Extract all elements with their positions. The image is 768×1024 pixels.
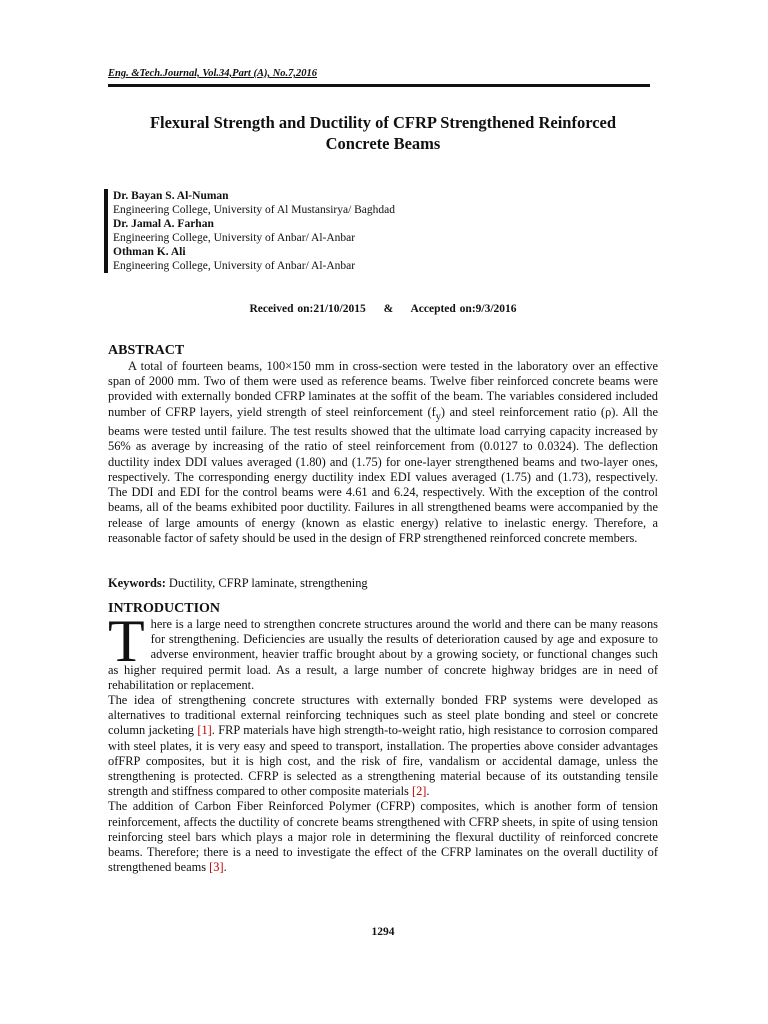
abstract-text-part1: A total of fourteen beams, 100×150 mm in cross-section were tested in the laboratory over an effective span of 2000 mm. Two of them were used as reference beams. Twelve fiber reinforced concrete beams were provided with externally bonded CFRP laminates at the soffit of the beam. The variables considered included number of CFRP layers, yield strength of steel reinforcement (f [108, 359, 658, 419]
title-line-1: Flexural Strength and Ductility of CFRP Strengthened Reinforced [149, 113, 617, 132]
introduction-heading: INTRODUCTION [108, 601, 221, 616]
intro-paragraph-2-text-b: . FRP materials have high strength-to-weight ratio, high resistance to corrosion compared with steel plates, it is very easy and speed to transport, installation. The properties above consider advantages ofFRP composites, but it is high cost, and the risk of fire, vandalism or accidental damage, unless the strengthening is protected. CFRP is selected as a strengthening material because of its outstanding tensile strength and stiffness compared to other composite materials [108, 723, 658, 799]
paper-title [108, 112, 658, 154]
abstract-subscript: y [435, 411, 441, 423]
dates-separator: & [383, 303, 394, 315]
author-block [104, 189, 395, 273]
keywords-label: Keywords: [108, 576, 166, 590]
intro-paragraph-1-text: here is a large need to strengthen concrete structures around the world and there can be many reasons for strengthening. Deficiencies are usually the results of deterioration caused by age and exposure to adverse environment, heavier traffic brought about by a growing society, or functional changes such as higher required permit load. As a result, a large number of concrete highway bridges are in need of rehabilitation or replacement. [108, 617, 658, 692]
citation-link[interactable]: [1] [197, 723, 212, 738]
intro-paragraph-3-text-b: . [223, 860, 227, 875]
author-name: Dr. Bayan S. Al-Numan [113, 190, 229, 202]
author-affiliation: Engineering College, University of Anbar/ Al-Anbar [113, 232, 356, 244]
journal-header: Eng. &Tech.Journal, Vol.34,Part (A), No.7,2016 [108, 68, 318, 79]
intro-paragraph-3 [108, 799, 658, 875]
author-name: Dr. Jamal A. Farhan [113, 218, 214, 230]
submission-dates [108, 303, 658, 315]
keywords-list: Ductility, CFRP laminate, strengthening [165, 576, 368, 590]
intro-paragraph-3-text-a: The addition of Carbon Fiber Reinforced Polymer (CFRP) composites, which is another form of tension reinforcement, affects the ductility of concrete beams strengthened with CFRP sheets, in spite of using tension reinforcing steel bars which plays a major role in determining the flexural ductility of reinforced concrete beams. Therefore; there is a need to investigate the effect of the CFRP laminates on the overall ductility of strengthened beams [108, 799, 658, 875]
title-line-2: Concrete Beams [325, 134, 441, 153]
drop-cap: T [108, 608, 145, 674]
abstract-text [108, 359, 658, 546]
abstract-text-part2: ) and steel reinforcement ratio (ρ). All the beams were tested until failure. The test results showed that the ultimate load carrying capacity increased by 56% as average by increasing of the ratio of steel reinforcement from (0.0127 to 0.0324). The deflection ductility index DDI values averaged (1.80) and (1.75) for one-layer strengthened beams and two-layer ones, respectively. The corresponding energy ductility index EDI values averaged (1.75) and (1.73), respectively. The DDI and EDI for the control beams were 4.61 and 6.24, respectively. With the exception of the control beams, all of the beams exhibited poor ductility. Failures in all strengthened beams were accompanied by the release of large amounts of energy (known as elastic energy) relative to inelastic energy. Therefore, a reasonable factor of safety should be used in the design of FRP strengthened reinforced concrete members. [108, 404, 658, 545]
page-number: 1294 [371, 926, 395, 938]
author-name: Othman K. Ali [113, 246, 186, 258]
author-affiliation: Engineering College, University of Anbar/ Al-Anbar [113, 260, 356, 272]
accepted-date: Accepted on:9/3/2016 [410, 303, 517, 315]
intro-paragraph-2-text-a: The idea of strengthening concrete structures with externally bonded FRP systems were developed as alternatives to traditional external reinforcing techniques such as steel plate bonding and steel or concrete column jacketing [108, 693, 658, 738]
abstract-heading: ABSTRACT [108, 343, 185, 358]
intro-paragraph-2-text-c: . [426, 784, 430, 799]
keywords-line [108, 576, 658, 591]
header-rule [108, 84, 650, 87]
author-affiliation: Engineering College, University of Al Mustansirya/ Baghdad [113, 204, 396, 216]
received-date: Received on:21/10/2015 [249, 303, 366, 315]
intro-paragraph-2 [108, 693, 658, 799]
citation-link[interactable]: [3] [209, 860, 224, 875]
citation-link[interactable]: [2] [411, 784, 427, 799]
